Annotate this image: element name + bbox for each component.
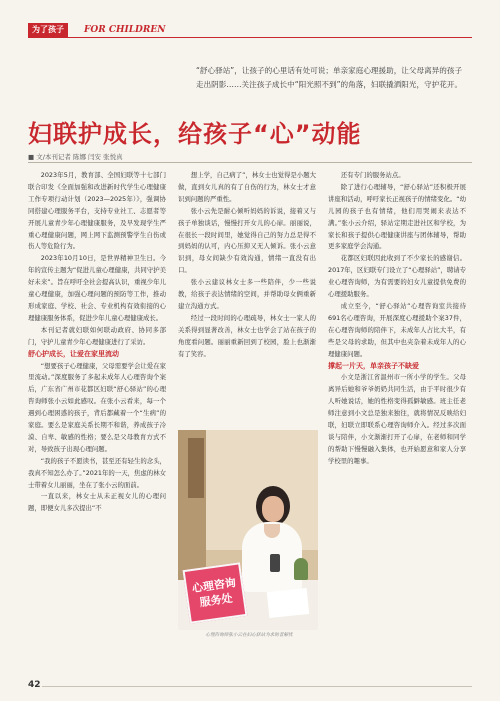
paragraph: 花都区妇联因此收到了不少家长的感谢信。2017年，区妇联专门设立了“心理驿站”，聘请专业心理咨询师，为有需要的妇女儿童提供免费的心理援助服务。 — [328, 254, 466, 299]
header-band — [0, 0, 500, 34]
paragraph: 经过一段时间的心理疏导，林女士一家人的关系得到显著改善，林女士也学会了站在孩子的角度看问题。丽丽重新回到了校园，脸上也渐渐有了笑容。 — [178, 313, 316, 358]
page-number: 42 — [28, 680, 41, 690]
paragraph: 2023年10月10日，是世界精神卫生日。今年的宣传主题为“促进儿童心理健康，共同守护美好未来”。旨在呼吁全社会提高认识，重视少年儿童心理健康，加强心理问题的预防等工作，推动形成家庭、学校、社会、专业机构有效衔接的心理健康服务体系，促进少年儿童心理健康成长。 — [28, 254, 166, 322]
section-subhead: 舒心护成长，让爱在家里流动 — [28, 349, 119, 358]
photo-plant — [294, 558, 308, 580]
paragraph: 一直以来，林女士从未正视女儿的心理问题，即便女儿多次提出“不 — [28, 492, 166, 513]
lead-paragraph: “舒心驿站”，让孩子的心里话有处可说；单亲家庭心理援助，让父母离异的孩子走出阴影……关注孩子成长中“阳光照不到”的角落，妇联撬洒阳光，守护花开。 — [196, 66, 463, 89]
byline-divider — [28, 162, 472, 163]
paragraph: 张小云建议林女士多一些陪伴，少一些说教，给孩子表达情绪的空间，并帮助母女俩重新建立沟通方式。 — [178, 278, 316, 310]
article-headline: 妇联护成长，给孩子“心”动能 — [28, 120, 362, 148]
header-divider — [28, 37, 472, 38]
article-photo — [178, 430, 318, 630]
section-tag: 为了孩子 — [28, 23, 68, 37]
photo-person-face — [262, 496, 284, 522]
paragraph: 张小云先是耐心倾听妈妈的诉说，接着又与孩子单独谈话，慢慢打开女儿的心扉。丽丽说，在很长一段时间里，她觉得自己的努力总是得不到妈妈的认可，内心压抑又无人倾诉。张小云意识到，母女间缺少有效沟通，情绪一直没有出口。 — [178, 206, 316, 275]
byline: ■ 文/本刊记者 陈娜 闫安 张悦真 — [28, 153, 123, 161]
paragraph: “我的孩子不愿读书，甚至还有轻生的念头，我真不知怎么办了。”2021年的一天，焦虑的林女士带着女儿丽丽，坐在了张小云的面前。 — [28, 456, 166, 489]
paragraph: 想上学，自己病了”，林女士也觉得是小题大做，直到女儿真的有了自伤的行为，林女士才意识到问题的严重性。 — [178, 171, 316, 203]
section-subhead: 撑起一片天，单亲孩子不缺爱 — [328, 361, 419, 370]
paragraph: 小文是浙江省温州市一所小学的学生。父母离异后她和爷爷奶奶共同生活，由于平时很少有人听她说话，她的性格变得孤僻敏感。班主任老师注意到小文总是独来独往，就将情况反映给妇联，妇联立即联系心理咨询师介入。经过多次面谈与陪伴，小文渐渐打开了心扉，在老师和同学的帮助下慢慢融入集体，也开始愿意和家人分享学校里的趣事。 — [328, 373, 466, 465]
text-column-3 — [328, 170, 466, 468]
section-english-title: FOR CHILDREN — [84, 25, 166, 35]
photo-caption: 心理咨询师张小云在妇心驿站为求助者解忧 — [205, 633, 293, 638]
phone-icon — [270, 554, 280, 572]
footer-divider — [42, 686, 472, 687]
text-column-1 — [28, 170, 166, 515]
text-column-2 — [178, 170, 316, 361]
paragraph: “想要孩子心理健康，父母需要学会让爱在家里流动。”深度服务了多起未成年人心理咨询个案后，广东省广州市花都区妇联“舒心驿站”的心理咨询师张小云如此感叹。在张小云看来，每一个遇到心理困惑的孩子，背后都藏着一个“生病”的家庭。要么是家庭关系长期不和谐，养成孩子冷漠、自卑、敏感的性格；要么是父母教育方式不对，导致孩子出现心理问题。 — [28, 361, 166, 453]
paragraph: 还有专门的服务站点。 — [340, 171, 405, 179]
photo-shelf — [188, 438, 204, 498]
paragraph: 2023年5月，教育部、全国妇联等十七部门联合印发《全面加强和改进新时代学生心理健康工作专项行动计划（2023—2025年）》，强调协同搭建心理服务平台，支持专业社工、志愿者等开展儿童青少年心理健康服务，及早发现学生严重心理健康问题，网上网下监测预警学生自伤或伤人等危险行为。 — [28, 171, 166, 251]
paragraph: 本刊记者就妇联如何联动政府、协同多部门，守护儿童青少年心理健康进行了采访。 — [28, 325, 166, 346]
photo-paper — [267, 588, 309, 618]
consultation-sign: 心理咨询服务处 — [183, 562, 248, 624]
paragraph: 成立至今，“舒心驿站”心理咨询室共接待691名心理咨询，开展深度心理援助个案37件，在心理咨询师的陪伴下，未成年人占比大半，有些是父母的求助，但其中也夹杂着未成年人的心理健康问题。 — [328, 301, 466, 358]
paragraph: 除了进行心理辅导，“舒心驿站”还积极开展讲座和活动，呼吁家长正视孩子的情绪变化。“幼儿园的孩子也有情绪，他们用哭闹来表达不满。”张小云介绍，驿站定期走进社区和学校，为家长和孩子提供心理健康讲座与团体辅导，帮助更多家庭学会沟通。 — [328, 182, 466, 251]
